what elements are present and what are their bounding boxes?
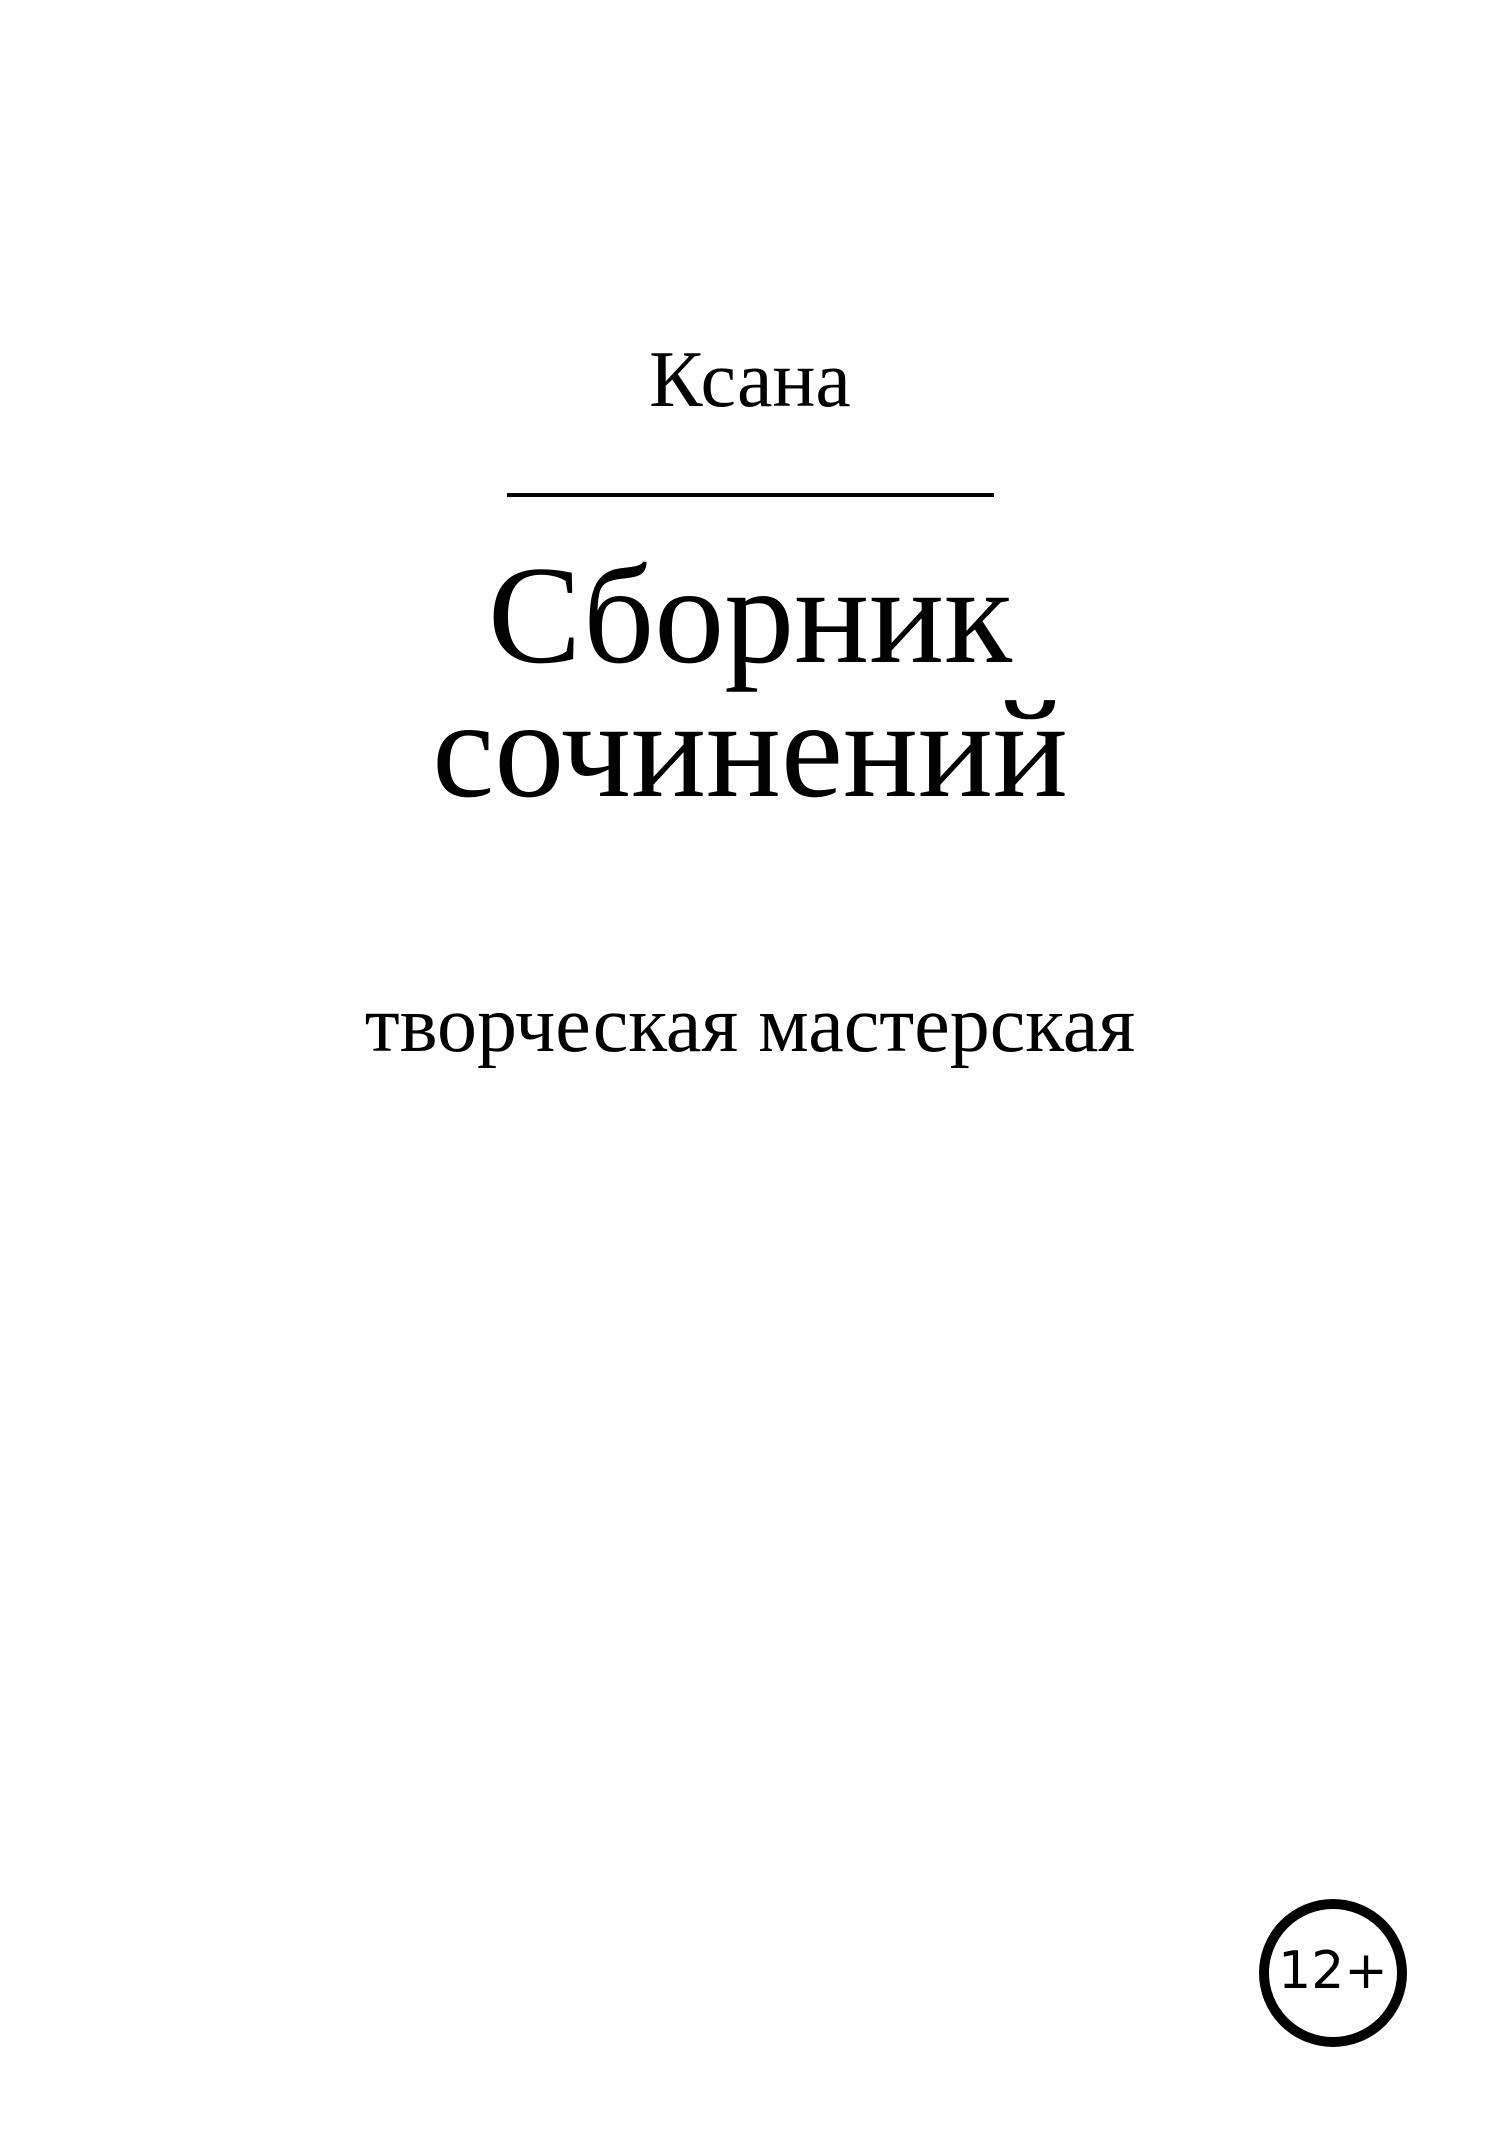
author-name: Ксана xyxy=(649,336,851,424)
title-divider-rule xyxy=(507,493,994,497)
book-title-line-2: сочинений xyxy=(432,672,1068,827)
age-rating-badge xyxy=(1259,1899,1407,2047)
book-title-line-1: Сборник xyxy=(487,538,1013,693)
book-title xyxy=(0,538,1500,827)
book-subtitle: творческая мастерская xyxy=(364,981,1136,1069)
age-rating-label: 12+ xyxy=(1278,1941,1388,2001)
